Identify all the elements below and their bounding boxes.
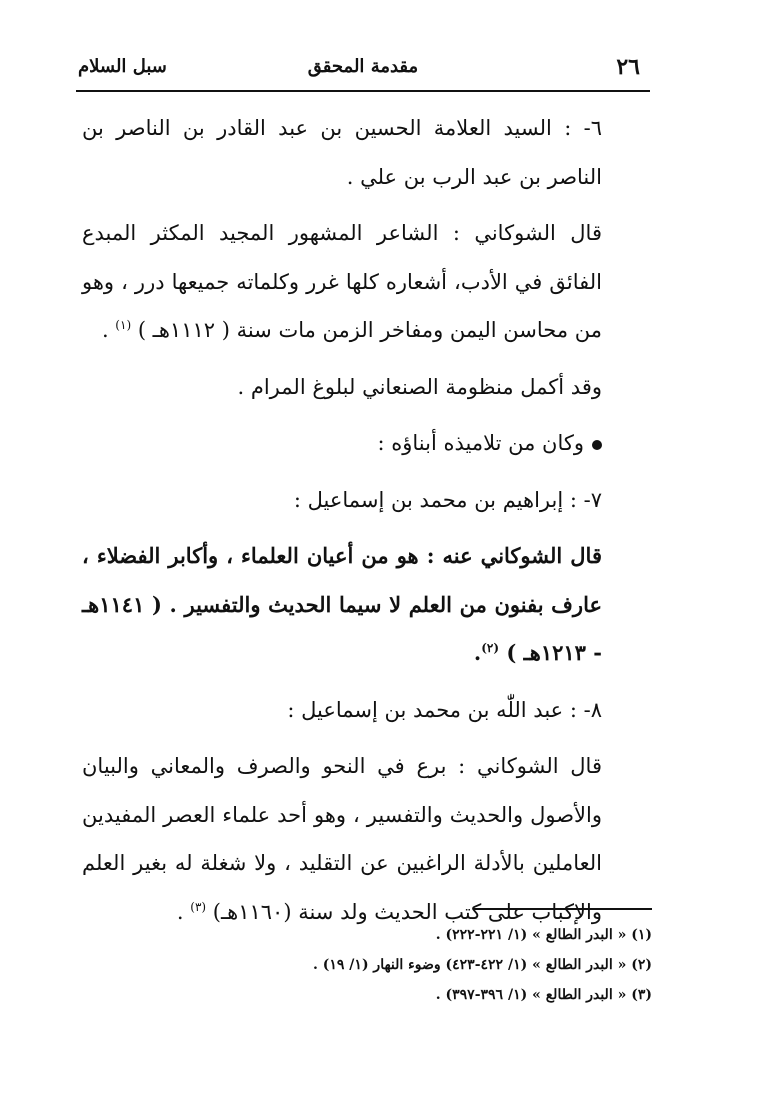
bullet-icon — [592, 440, 602, 450]
paragraph-text: قال الشوكاني عنه : هو من أعيان العلماء ، وأكابر الفضلاء ، عارف بفنون من العلم لا سيما الحديث والتفسير . ( ١١٤١هـ - ١٢١٣هـ ) — [82, 543, 602, 665]
chapter-title: مقدمة المحقق — [307, 56, 419, 77]
page-number: ٢٦ — [616, 54, 640, 80]
paragraph-text: قال الشوكاني : برع في النحو والصرف والمعاني والبيان والأصول والحديث والتفسير ، وهو أحد علماء العصر المفيدين العاملين بالأدلة الراغبين عن التقليد ، ولا شغلة له بغير العلم والإكباب على كتب الحديث ولد سنة (١١٦٠هـ) — [82, 754, 602, 924]
footnotes — [82, 920, 652, 1010]
paragraph-entry-7: ٧- : إبراهيم بن محمد بن إسماعيل : — [293, 487, 602, 512]
footnote-1: (١) « البدر الطالع » (١/ ٢٢١-٢٢٢) . — [435, 927, 652, 943]
footnote-rule — [474, 908, 652, 910]
running-header — [74, 54, 652, 90]
main-text — [82, 104, 652, 936]
paragraph-entry-6: ٦- : السيد العلامة الحسين بن عبد القادر بن الناصر بن الناصر بن عبد الرب بن علي . — [82, 116, 602, 189]
footnote-3: (٣) « البدر الطالع » (١/ ٣٩٦-٣٩٧) . — [435, 987, 652, 1003]
paragraph-completion: وقد أكمل منظومة الصنعاني لبلوغ المرام . — [237, 374, 602, 399]
book-title: سبل السلام — [78, 56, 167, 77]
footnote-ref-2: (٢) — [481, 641, 500, 655]
paragraph-students — [82, 419, 652, 468]
paragraph-shawkani-1 — [82, 209, 652, 355]
paragraph-text: قال الشوكاني : الشاعر المشهور المجيد المكثر المبدع الفائق في الأدب، أشعاره كلها غرر وكلماته جميعها درر ، وهو من محاسن اليمن ومفاخر الزمن مات سنة ( ١١١٢هـ ) — [82, 221, 602, 342]
paragraph-end: . — [473, 640, 482, 665]
paragraph-end: . — [176, 899, 191, 924]
footnote-2: (٢) « البدر الطالع » (١/ ٤٢٢-٤٢٣) وضوء النهار (١/ ١٩) . — [312, 957, 652, 973]
paragraph-text: وكان من تلاميذه أبناؤه : — [377, 431, 584, 455]
header-rule — [76, 90, 650, 92]
footnote-ref-3: (٣) — [190, 899, 207, 914]
paragraph-shawkani-3 — [82, 742, 652, 936]
footnote-ref-1: (١) — [115, 318, 132, 332]
paragraph-shawkani-2 — [82, 532, 652, 678]
paragraph-end: . — [101, 318, 116, 342]
paragraph-entry-8: ٨- : عبد اللّٰه بن محمد بن إسماعيل : — [287, 697, 602, 722]
